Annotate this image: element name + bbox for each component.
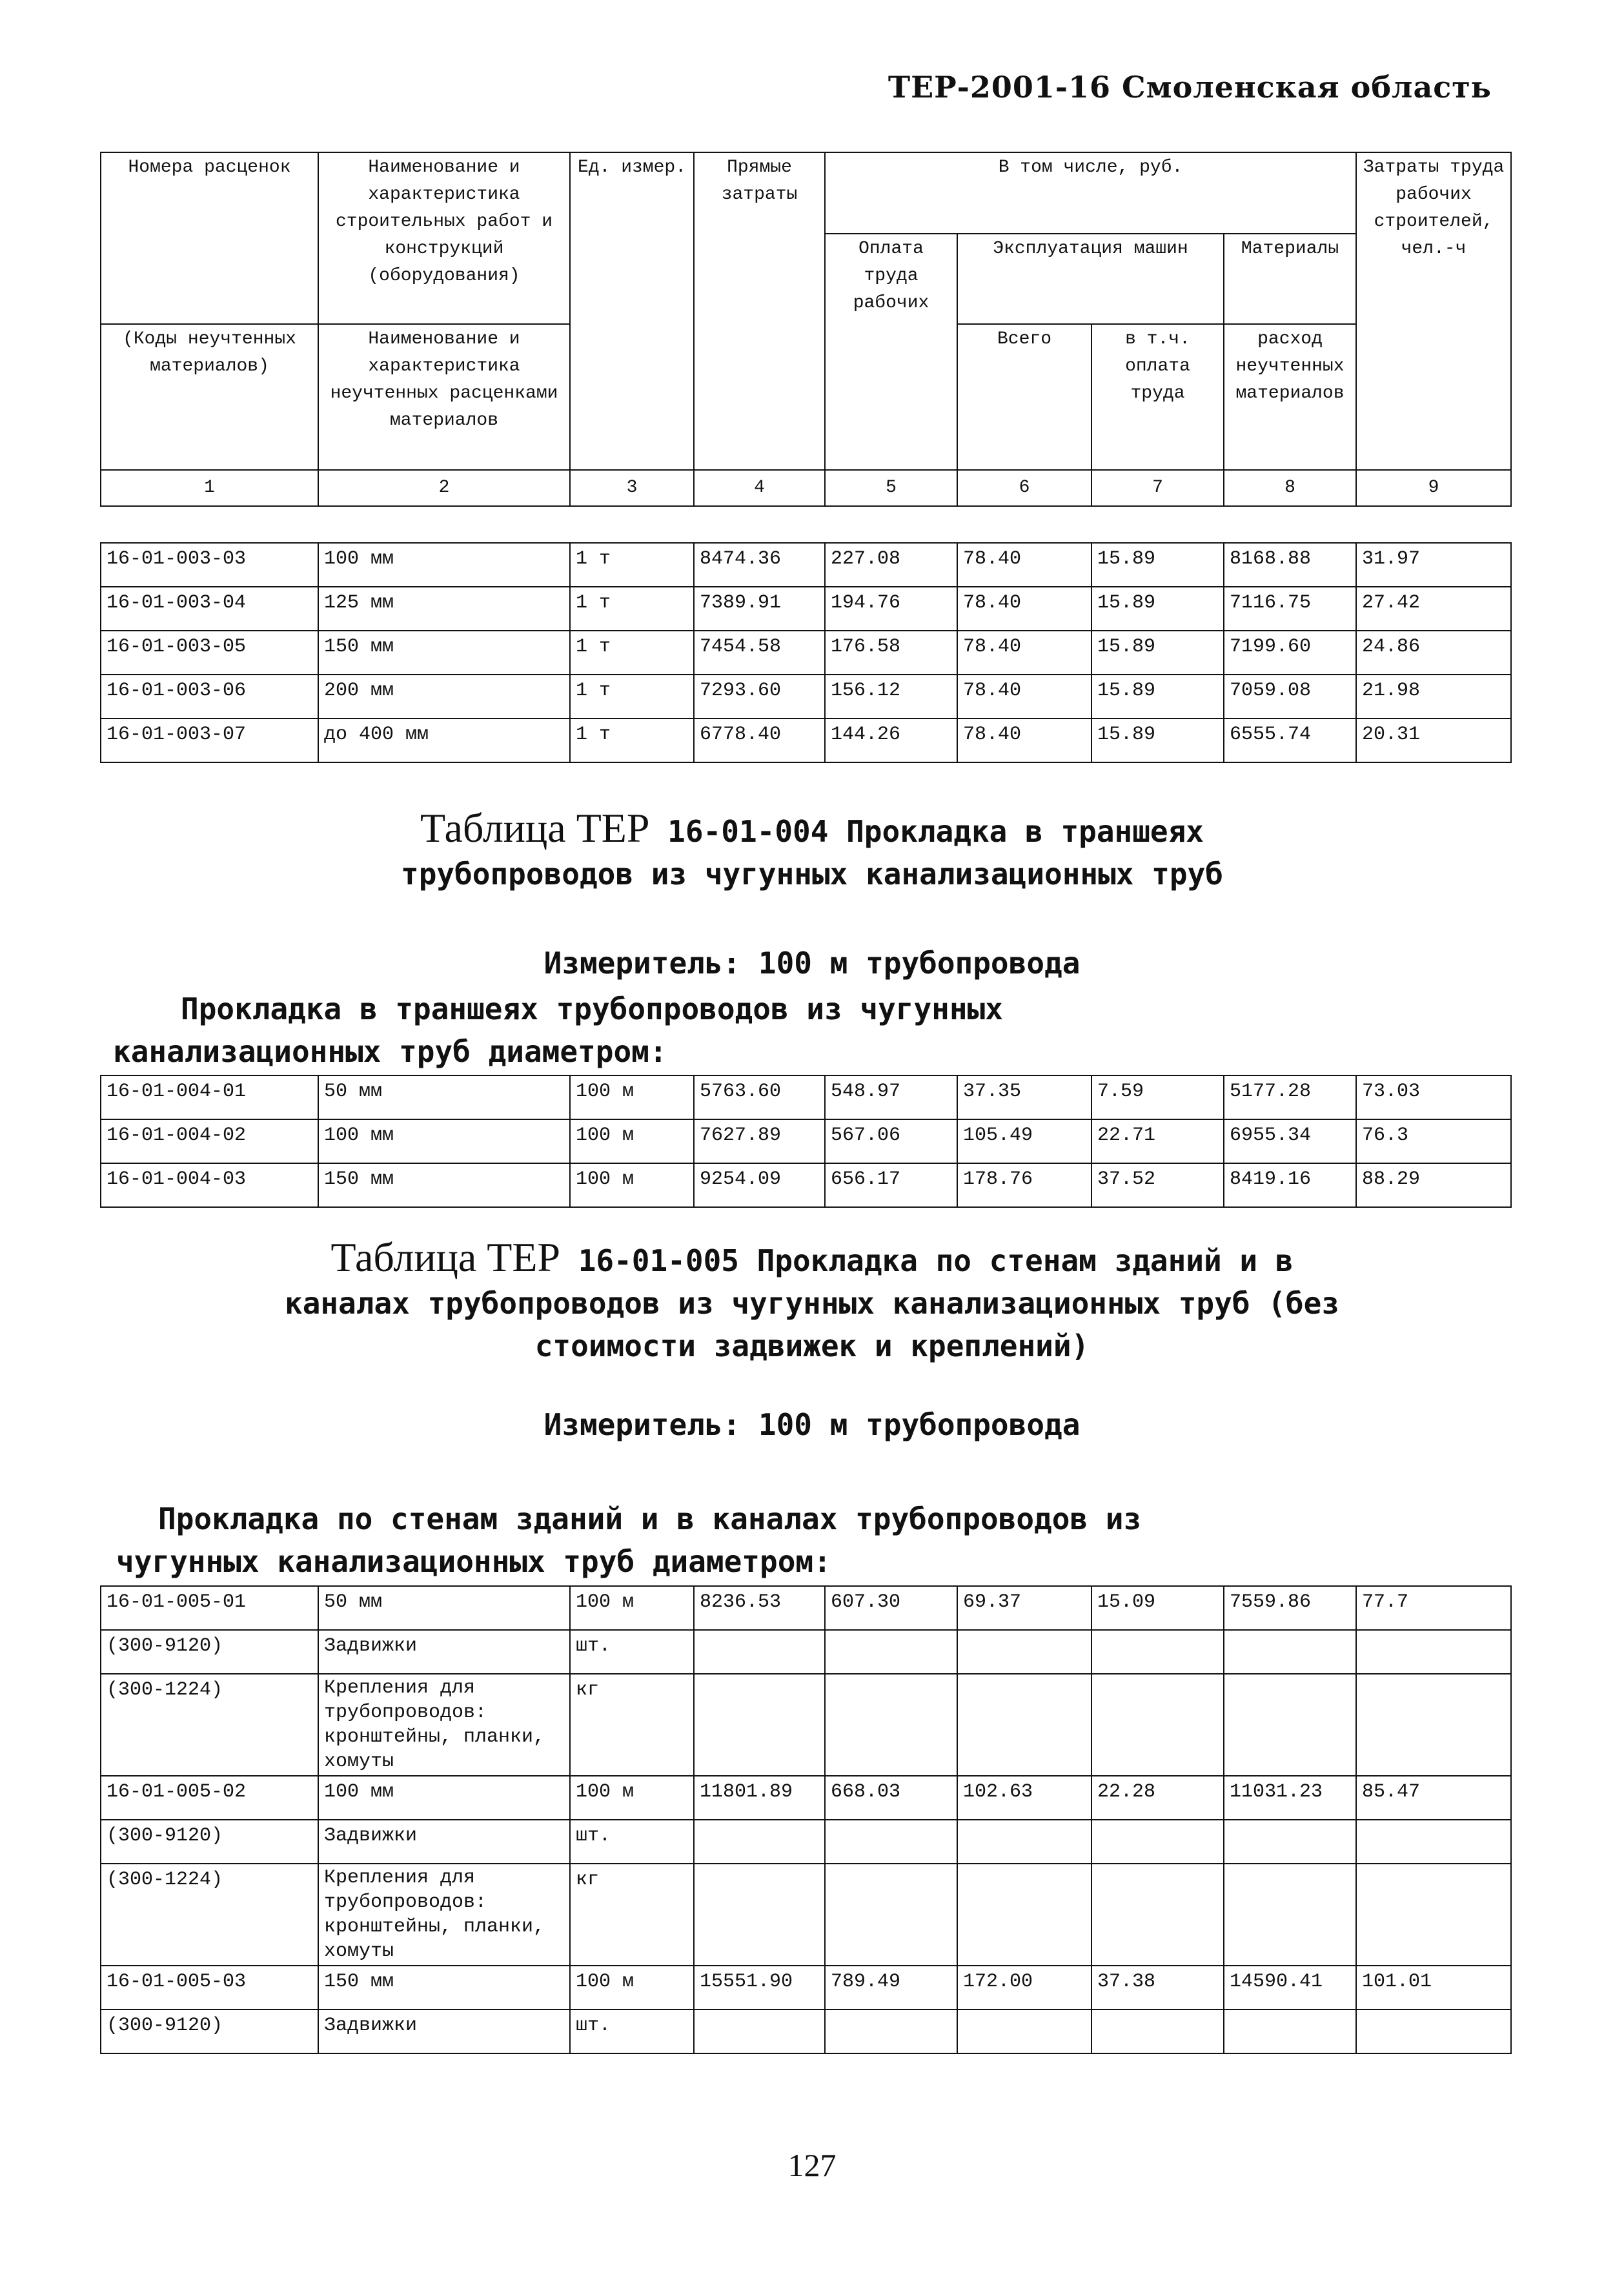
- cell-work-name: 150 мм: [318, 631, 570, 675]
- cell-machine-total: 69.37: [957, 1586, 1091, 1630]
- section-005-title-line2: каналах трубопроводов из чугунных канализационных труб (без: [285, 1286, 1339, 1321]
- cell-machine-labor: 15.89: [1091, 675, 1224, 718]
- section-004-caption-line1: Прокладка в траншеях трубопроводов из чугунных: [181, 992, 1003, 1026]
- cell-machine-labor: [1091, 1820, 1224, 1864]
- cell-unit: 1 т: [570, 587, 694, 631]
- cell-labor-costs: 27.42: [1356, 587, 1511, 631]
- column-number: 3: [570, 470, 694, 506]
- cell-machine-total: 105.49: [957, 1119, 1091, 1163]
- cell-work-name: 100 мм: [318, 1776, 570, 1820]
- table-row: [101, 1674, 1511, 1776]
- cell-rate-code: 16-01-003-06: [101, 675, 318, 718]
- cell-labor-costs: [1356, 1630, 1511, 1674]
- cell-materials: [1224, 1630, 1356, 1674]
- cell-work-name: 150 мм: [318, 1163, 570, 1207]
- cell-labor-costs: 76.3: [1356, 1119, 1511, 1163]
- header-direct-costs: Прямые затраты: [694, 152, 825, 470]
- cell-unit: шт.: [570, 2010, 694, 2053]
- column-number: 6: [957, 470, 1091, 506]
- cell-labor-costs: [1356, 2010, 1511, 2053]
- cell-machine-total: 172.00: [957, 1966, 1091, 2010]
- cell-work-name: Задвижки: [318, 1630, 570, 1674]
- header-machine-labor: в т.ч. оплата труда: [1091, 324, 1224, 470]
- table-row: [101, 1776, 1511, 1820]
- header-including: В том числе, руб.: [825, 152, 1356, 234]
- cell-work-name: 125 мм: [318, 587, 570, 631]
- cell-worker-pay: 567.06: [825, 1119, 957, 1163]
- cell-direct-costs: [694, 2010, 825, 2053]
- cell-unit: 1 т: [570, 718, 694, 762]
- cell-machine-labor: 15.89: [1091, 587, 1224, 631]
- cell-worker-pay: 176.58: [825, 631, 957, 675]
- header-unaccounted-codes: (Коды неучтенных материалов): [101, 324, 318, 470]
- cell-labor-costs: 88.29: [1356, 1163, 1511, 1207]
- cell-direct-costs: 6778.40: [694, 718, 825, 762]
- cell-rate-code: 16-01-004-03: [101, 1163, 318, 1207]
- cell-machine-total: [957, 2010, 1091, 2053]
- cell-worker-pay: 156.12: [825, 675, 957, 718]
- cell-machine-total: 178.76: [957, 1163, 1091, 1207]
- header-unaccounted-name: Наименование и характеристика неучтенных расценками материалов: [318, 324, 570, 470]
- cell-direct-costs: [694, 1674, 825, 1776]
- cell-labor-costs: 31.97: [1356, 543, 1511, 587]
- section-004-measure: Измеритель: 100 м трубопровода: [543, 946, 1081, 981]
- cell-materials: 7059.08: [1224, 675, 1356, 718]
- cell-machine-total: [957, 1630, 1091, 1674]
- column-number: 7: [1091, 470, 1224, 506]
- cell-machine-labor: 15.89: [1091, 718, 1224, 762]
- cell-materials: 14590.41: [1224, 1966, 1356, 2010]
- cell-worker-pay: [825, 1820, 957, 1864]
- cell-work-name: 50 мм: [318, 1586, 570, 1630]
- cell-machine-labor: [1091, 1674, 1224, 1776]
- cell-direct-costs: 7293.60: [694, 675, 825, 718]
- cell-unit: 100 м: [570, 1163, 694, 1207]
- column-number: 2: [318, 470, 570, 506]
- cell-machine-labor: 15.89: [1091, 543, 1224, 587]
- cell-unit: шт.: [570, 1630, 694, 1674]
- cell-unit: 1 т: [570, 543, 694, 587]
- cell-rate-code: (300-1224): [101, 1864, 318, 1966]
- cell-rate-code: (300-1224): [101, 1674, 318, 1776]
- cell-machine-total: [957, 1674, 1091, 1776]
- cell-labor-costs: 73.03: [1356, 1075, 1511, 1119]
- column-header-table: [100, 152, 1512, 507]
- table-row: [101, 1119, 1511, 1163]
- cell-work-name: Задвижки: [318, 1820, 570, 1864]
- cell-materials: 8419.16: [1224, 1163, 1356, 1207]
- header-machine-total: Всего: [957, 324, 1091, 470]
- cell-direct-costs: 11801.89: [694, 1776, 825, 1820]
- cell-work-name: 50 мм: [318, 1075, 570, 1119]
- cell-machine-total: [957, 1820, 1091, 1864]
- document-header: ТЕР-2001-16 Смоленская область: [888, 70, 1492, 105]
- cell-work-name: 200 мм: [318, 675, 570, 718]
- cell-materials: 5177.28: [1224, 1075, 1356, 1119]
- section-005-caption-line1: Прокладка по стенам зданий и в каналах трубопроводов из: [158, 1501, 1142, 1536]
- header-rate-numbers: Номера расценок: [101, 152, 318, 324]
- section-004-title-lead: Таблица ТЕР: [420, 805, 650, 851]
- cell-unit: 100 м: [570, 1075, 694, 1119]
- cell-rate-code: 16-01-004-02: [101, 1119, 318, 1163]
- header-unit: Ед. измер.: [570, 152, 694, 470]
- cell-worker-pay: [825, 1674, 957, 1776]
- section-005-caption: [116, 1498, 1141, 1583]
- cell-worker-pay: 227.08: [825, 543, 957, 587]
- header-unaccounted-use: расход неучтенных материалов: [1224, 324, 1356, 470]
- cell-rate-code: (300-9120): [101, 1820, 318, 1864]
- section-004-title: [0, 807, 1624, 895]
- section-004-title-rest: 16-01-004 Прокладка в траншеях: [667, 814, 1204, 849]
- section-005-title: [0, 1236, 1624, 1367]
- cell-direct-costs: 9254.09: [694, 1163, 825, 1207]
- cell-labor-costs: 77.7: [1356, 1586, 1511, 1630]
- cell-rate-code: 16-01-005-03: [101, 1966, 318, 2010]
- cell-unit: кг: [570, 1864, 694, 1966]
- cell-machine-labor: [1091, 2010, 1224, 2053]
- section-004-title-line2: трубопроводов из чугунных канализационных труб: [401, 857, 1223, 891]
- cell-machine-total: 102.63: [957, 1776, 1091, 1820]
- cell-direct-costs: 7454.58: [694, 631, 825, 675]
- cell-work-name: Задвижки: [318, 2010, 570, 2053]
- cell-direct-costs: 15551.90: [694, 1966, 825, 2010]
- cell-unit: 100 м: [570, 1119, 694, 1163]
- cell-labor-costs: [1356, 1820, 1511, 1864]
- header-work-name: Наименование и характеристика строительных работ и конструкций (оборудования): [318, 152, 570, 324]
- cell-unit: 1 т: [570, 675, 694, 718]
- cell-work-name: до 400 мм: [318, 718, 570, 762]
- cell-direct-costs: 8474.36: [694, 543, 825, 587]
- cell-rate-code: 16-01-005-01: [101, 1586, 318, 1630]
- section-004-caption: [113, 988, 1003, 1073]
- cell-worker-pay: [825, 1864, 957, 1966]
- cell-direct-costs: [694, 1864, 825, 1966]
- cell-materials: 7116.75: [1224, 587, 1356, 631]
- table-row: [101, 2010, 1511, 2053]
- cell-unit: 100 м: [570, 1586, 694, 1630]
- cell-unit: 1 т: [570, 631, 694, 675]
- cell-worker-pay: 548.97: [825, 1075, 957, 1119]
- cell-machine-total: 78.40: [957, 587, 1091, 631]
- cell-labor-costs: 21.98: [1356, 675, 1511, 718]
- cell-rate-code: 16-01-003-03: [101, 543, 318, 587]
- cell-work-name: 100 мм: [318, 1119, 570, 1163]
- cell-rate-code: 16-01-003-04: [101, 587, 318, 631]
- cell-unit: кг: [570, 1674, 694, 1776]
- page-number: 127: [787, 2147, 837, 2183]
- cell-unit: 100 м: [570, 1776, 694, 1820]
- section-005-caption-line2: чугунных канализационных труб диаметром:: [116, 1544, 831, 1579]
- header-machine-operation: Эксплуатация машин: [957, 234, 1224, 324]
- cell-rate-code: 16-01-004-01: [101, 1075, 318, 1119]
- cell-direct-costs: [694, 1630, 825, 1674]
- cell-rate-code: 16-01-003-05: [101, 631, 318, 675]
- cell-direct-costs: 7627.89: [694, 1119, 825, 1163]
- cell-direct-costs: 5763.60: [694, 1075, 825, 1119]
- cell-machine-labor: [1091, 1864, 1224, 1966]
- cell-work-name: 150 мм: [318, 1966, 570, 2010]
- cell-worker-pay: 656.17: [825, 1163, 957, 1207]
- cell-direct-costs: 8236.53: [694, 1586, 825, 1630]
- cell-worker-pay: 789.49: [825, 1966, 957, 2010]
- cell-materials: 7559.86: [1224, 1586, 1356, 1630]
- rates-table-004: [100, 1075, 1512, 1208]
- cell-worker-pay: [825, 2010, 957, 2053]
- cell-unit: 100 м: [570, 1966, 694, 2010]
- cell-machine-labor: 37.38: [1091, 1966, 1224, 2010]
- section-005-measure: Измеритель: 100 м трубопровода: [543, 1407, 1081, 1442]
- cell-machine-labor: 22.28: [1091, 1776, 1224, 1820]
- column-number: 8: [1224, 470, 1356, 506]
- table-row: [101, 1820, 1511, 1864]
- cell-labor-costs: [1356, 1674, 1511, 1776]
- table-row: [101, 587, 1511, 631]
- cell-machine-labor: 22.71: [1091, 1119, 1224, 1163]
- table-row: [101, 1864, 1511, 1966]
- cell-worker-pay: 144.26: [825, 718, 957, 762]
- table-row: [101, 675, 1511, 718]
- table-row: [101, 1163, 1511, 1207]
- column-number: 5: [825, 470, 957, 506]
- section-004-caption-line2: канализационных труб диаметром:: [113, 1034, 667, 1069]
- rates-table-003: [100, 542, 1512, 763]
- cell-materials: 6955.34: [1224, 1119, 1356, 1163]
- cell-machine-total: 78.40: [957, 718, 1091, 762]
- table-row: [101, 1586, 1511, 1630]
- cell-labor-costs: 24.86: [1356, 631, 1511, 675]
- table-row: [101, 1075, 1511, 1119]
- cell-machine-total: 78.40: [957, 675, 1091, 718]
- cell-direct-costs: [694, 1820, 825, 1864]
- cell-rate-code: (300-9120): [101, 1630, 318, 1674]
- cell-work-name: Крепления для трубопроводов: кронштейны, планки, хомуты: [318, 1864, 570, 1966]
- cell-work-name: Крепления для трубопроводов: кронштейны, планки, хомуты: [318, 1674, 570, 1776]
- section-005-title-line3: стоимости задвижек и креплений): [534, 1328, 1090, 1363]
- cell-rate-code: 16-01-003-07: [101, 718, 318, 762]
- cell-worker-pay: 607.30: [825, 1586, 957, 1630]
- cell-materials: 7199.60: [1224, 631, 1356, 675]
- cell-machine-labor: 37.52: [1091, 1163, 1224, 1207]
- cell-machine-total: 78.40: [957, 631, 1091, 675]
- cell-work-name: 100 мм: [318, 543, 570, 587]
- cell-rate-code: (300-9120): [101, 2010, 318, 2053]
- cell-labor-costs: [1356, 1864, 1511, 1966]
- header-worker-pay: Оплата труда рабочих: [825, 234, 957, 470]
- cell-machine-labor: 15.09: [1091, 1586, 1224, 1630]
- cell-worker-pay: [825, 1630, 957, 1674]
- cell-labor-costs: 101.01: [1356, 1966, 1511, 2010]
- cell-machine-total: [957, 1864, 1091, 1966]
- cell-machine-labor: 15.89: [1091, 631, 1224, 675]
- cell-materials: 8168.88: [1224, 543, 1356, 587]
- cell-direct-costs: 7389.91: [694, 587, 825, 631]
- section-005-title-lead: Таблица ТЕР: [330, 1234, 560, 1280]
- cell-rate-code: 16-01-005-02: [101, 1776, 318, 1820]
- cell-labor-costs: 85.47: [1356, 1776, 1511, 1820]
- column-number: 4: [694, 470, 825, 506]
- cell-machine-labor: 7.59: [1091, 1075, 1224, 1119]
- table-row: [101, 543, 1511, 587]
- cell-worker-pay: 668.03: [825, 1776, 957, 1820]
- column-number: 9: [1356, 470, 1511, 506]
- table-row: [101, 1630, 1511, 1674]
- table-row: [101, 718, 1511, 762]
- cell-machine-labor: [1091, 1630, 1224, 1674]
- cell-materials: 6555.74: [1224, 718, 1356, 762]
- cell-materials: [1224, 1674, 1356, 1776]
- section-005-title-rest: 16-01-005 Прокладка по стенам зданий и в: [578, 1243, 1294, 1278]
- column-number: 1: [101, 470, 318, 506]
- rates-table-005: [100, 1585, 1512, 2054]
- cell-materials: 11031.23: [1224, 1776, 1356, 1820]
- header-materials: Материалы: [1224, 234, 1356, 324]
- cell-machine-total: 78.40: [957, 543, 1091, 587]
- table-row: [101, 631, 1511, 675]
- header-labor-costs: Затраты труда рабочих строителей, чел.-ч: [1356, 152, 1511, 470]
- cell-materials: [1224, 1820, 1356, 1864]
- cell-unit: шт.: [570, 1820, 694, 1864]
- table-row: [101, 1966, 1511, 2010]
- cell-materials: [1224, 1864, 1356, 1966]
- cell-labor-costs: 20.31: [1356, 718, 1511, 762]
- cell-materials: [1224, 2010, 1356, 2053]
- cell-machine-total: 37.35: [957, 1075, 1091, 1119]
- cell-worker-pay: 194.76: [825, 587, 957, 631]
